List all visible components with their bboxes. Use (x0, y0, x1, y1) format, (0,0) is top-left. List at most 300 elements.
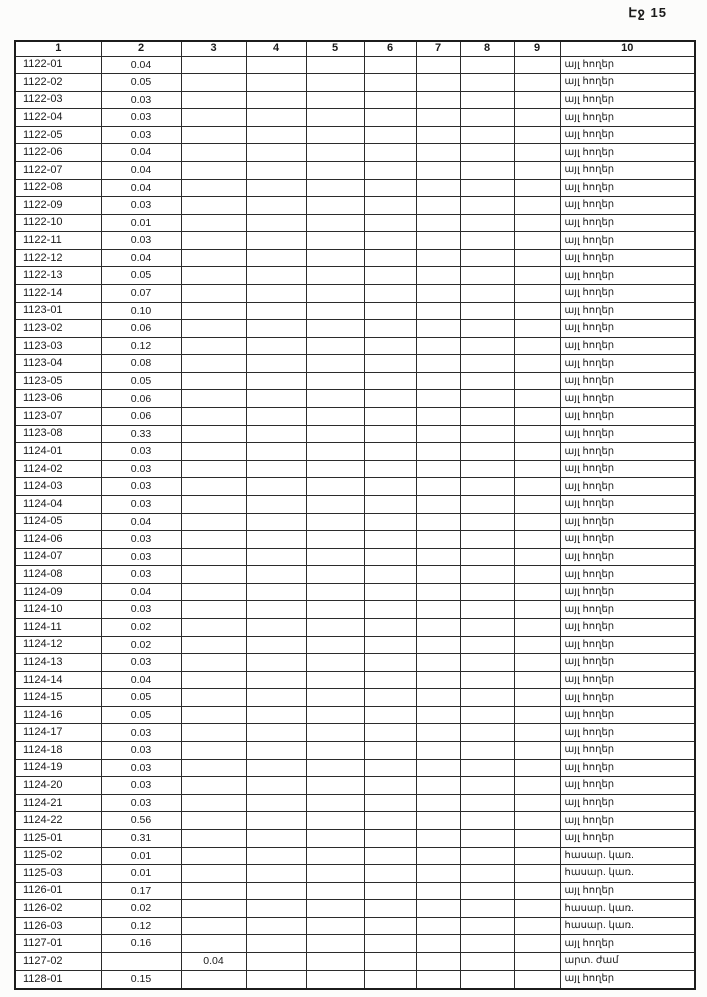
parcel-code-cell: 1123-01 (15, 302, 101, 320)
value-cell-col9 (514, 689, 560, 707)
table-row (15, 654, 695, 672)
land-use-cell: այլ հողեր (560, 425, 695, 443)
value-cell-col7 (416, 601, 460, 619)
value-cell-col9 (514, 179, 560, 197)
value-cell-col2: 0.03 (101, 794, 181, 812)
value-cell-col7 (416, 425, 460, 443)
value-cell-col8 (460, 495, 514, 513)
value-cell-col8 (460, 109, 514, 127)
value-cell-col7 (416, 706, 460, 724)
value-cell-col6 (364, 671, 416, 689)
table-row (15, 759, 695, 777)
land-use-cell: այլ հողեր (560, 531, 695, 549)
table-row (15, 495, 695, 513)
table-row (15, 882, 695, 900)
value-cell-col8 (460, 320, 514, 338)
value-cell-col5 (306, 583, 364, 601)
value-cell-col3 (181, 320, 246, 338)
value-cell-col2: 0.02 (101, 900, 181, 918)
value-cell-col2: 0.03 (101, 443, 181, 461)
value-cell-col2: 0.05 (101, 689, 181, 707)
value-cell-col2: 0.16 (101, 935, 181, 953)
value-cell-col5 (306, 337, 364, 355)
value-cell-col6 (364, 935, 416, 953)
value-cell-col3 (181, 917, 246, 935)
value-cell-col9 (514, 882, 560, 900)
land-use-cell: այլ հողեր (560, 689, 695, 707)
value-cell-col9 (514, 812, 560, 830)
value-cell-col2: 0.01 (101, 865, 181, 883)
land-use-cell: այլ հողեր (560, 355, 695, 373)
value-cell-col3 (181, 654, 246, 672)
land-use-cell: այլ հողեր (560, 619, 695, 637)
value-cell-col9 (514, 126, 560, 144)
parcel-code-cell: 1125-02 (15, 847, 101, 865)
table-row (15, 900, 695, 918)
table-row (15, 847, 695, 865)
parcel-code-cell: 1124-13 (15, 654, 101, 672)
value-cell-col4 (246, 91, 306, 109)
table-row (15, 566, 695, 584)
parcel-code-cell: 1122-02 (15, 74, 101, 92)
value-cell-col3 (181, 443, 246, 461)
land-use-cell: այլ հողեր (560, 636, 695, 654)
value-cell-col8 (460, 179, 514, 197)
column-header-9: 9 (514, 41, 560, 56)
value-cell-col9 (514, 724, 560, 742)
value-cell-col4 (246, 970, 306, 989)
land-use-cell: այլ հողեր (560, 724, 695, 742)
value-cell-col3 (181, 531, 246, 549)
value-cell-col2: 0.08 (101, 355, 181, 373)
value-cell-col6 (364, 531, 416, 549)
value-cell-col8 (460, 355, 514, 373)
value-cell-col2: 0.03 (101, 724, 181, 742)
value-cell-col9 (514, 478, 560, 496)
value-cell-col8 (460, 390, 514, 408)
land-use-cell: այլ հողեր (560, 706, 695, 724)
parcel-code-cell: 1122-10 (15, 214, 101, 232)
value-cell-col2: 0.17 (101, 882, 181, 900)
value-cell-col7 (416, 742, 460, 760)
value-cell-col4 (246, 495, 306, 513)
value-cell-col5 (306, 390, 364, 408)
value-cell-col3 (181, 724, 246, 742)
value-cell-col7 (416, 900, 460, 918)
value-cell-col5 (306, 917, 364, 935)
parcel-code-cell: 1123-03 (15, 337, 101, 355)
value-cell-col6 (364, 91, 416, 109)
value-cell-col7 (416, 197, 460, 215)
column-header-8: 8 (460, 41, 514, 56)
table-row (15, 425, 695, 443)
value-cell-col4 (246, 900, 306, 918)
value-cell-col5 (306, 74, 364, 92)
value-cell-col4 (246, 583, 306, 601)
parcel-code-cell: 1123-06 (15, 390, 101, 408)
value-cell-col8 (460, 812, 514, 830)
value-cell-col3 (181, 970, 246, 989)
value-cell-col6 (364, 161, 416, 179)
value-cell-col6 (364, 56, 416, 74)
value-cell-col2: 0.03 (101, 126, 181, 144)
value-cell-col9 (514, 513, 560, 531)
value-cell-col2: 0.04 (101, 671, 181, 689)
value-cell-col9 (514, 355, 560, 373)
parcel-code-cell: 1127-02 (15, 952, 101, 970)
value-cell-col3 (181, 337, 246, 355)
value-cell-col5 (306, 161, 364, 179)
column-header-1: 1 (15, 41, 101, 56)
column-header-4: 4 (246, 41, 306, 56)
parcel-code-cell: 1123-07 (15, 408, 101, 426)
parcel-code-cell: 1124-08 (15, 566, 101, 584)
value-cell-col8 (460, 847, 514, 865)
value-cell-col3: 0.04 (181, 952, 246, 970)
land-use-cell: այլ հողեր (560, 601, 695, 619)
value-cell-col6 (364, 794, 416, 812)
value-cell-col5 (306, 144, 364, 162)
parcel-code-cell: 1124-22 (15, 812, 101, 830)
value-cell-col6 (364, 601, 416, 619)
value-cell-col6 (364, 214, 416, 232)
value-cell-col3 (181, 636, 246, 654)
value-cell-col4 (246, 144, 306, 162)
value-cell-col3 (181, 144, 246, 162)
value-cell-col9 (514, 302, 560, 320)
table-row (15, 91, 695, 109)
value-cell-col2: 0.04 (101, 144, 181, 162)
parcel-code-cell: 1126-03 (15, 917, 101, 935)
value-cell-col9 (514, 917, 560, 935)
value-cell-col6 (364, 706, 416, 724)
value-cell-col8 (460, 724, 514, 742)
parcel-code-cell: 1122-11 (15, 232, 101, 250)
value-cell-col4 (246, 917, 306, 935)
value-cell-col9 (514, 56, 560, 74)
value-cell-col5 (306, 56, 364, 74)
parcel-code-cell: 1123-04 (15, 355, 101, 373)
value-cell-col4 (246, 179, 306, 197)
value-cell-col5 (306, 935, 364, 953)
parcel-code-cell: 1124-06 (15, 531, 101, 549)
value-cell-col7 (416, 882, 460, 900)
table-row (15, 812, 695, 830)
value-cell-col3 (181, 478, 246, 496)
value-cell-col5 (306, 847, 364, 865)
value-cell-col3 (181, 794, 246, 812)
value-cell-col2: 0.56 (101, 812, 181, 830)
value-cell-col5 (306, 619, 364, 637)
value-cell-col7 (416, 777, 460, 795)
value-cell-col9 (514, 847, 560, 865)
value-cell-col6 (364, 654, 416, 672)
land-use-cell: այլ հողեր (560, 372, 695, 390)
parcel-code-cell: 1124-10 (15, 601, 101, 619)
value-cell-col5 (306, 759, 364, 777)
table-row (15, 970, 695, 989)
value-cell-col3 (181, 232, 246, 250)
value-cell-col5 (306, 197, 364, 215)
value-cell-col4 (246, 302, 306, 320)
page-number-label: Էջ 15 (628, 5, 667, 20)
value-cell-col2: 0.04 (101, 583, 181, 601)
parcel-code-cell: 1123-02 (15, 320, 101, 338)
table-row (15, 952, 695, 970)
value-cell-col6 (364, 372, 416, 390)
value-cell-col9 (514, 566, 560, 584)
value-cell-col7 (416, 390, 460, 408)
land-use-cell: այլ հողեր (560, 285, 695, 303)
value-cell-col3 (181, 179, 246, 197)
land-use-cell: այլ հողեր (560, 109, 695, 127)
value-cell-col7 (416, 232, 460, 250)
value-cell-col9 (514, 443, 560, 461)
value-cell-col4 (246, 460, 306, 478)
value-cell-col2: 0.05 (101, 267, 181, 285)
value-cell-col6 (364, 267, 416, 285)
value-cell-col9 (514, 636, 560, 654)
value-cell-col4 (246, 126, 306, 144)
value-cell-col8 (460, 794, 514, 812)
value-cell-col3 (181, 425, 246, 443)
value-cell-col9 (514, 390, 560, 408)
value-cell-col6 (364, 865, 416, 883)
value-cell-col4 (246, 425, 306, 443)
table-row (15, 478, 695, 496)
value-cell-col2: 0.03 (101, 531, 181, 549)
value-cell-col8 (460, 161, 514, 179)
parcel-code-cell: 1126-02 (15, 900, 101, 918)
value-cell-col9 (514, 794, 560, 812)
value-cell-col7 (416, 214, 460, 232)
value-cell-col7 (416, 812, 460, 830)
value-cell-col6 (364, 74, 416, 92)
value-cell-col2: 0.04 (101, 179, 181, 197)
value-cell-col4 (246, 847, 306, 865)
value-cell-col7 (416, 337, 460, 355)
value-cell-col4 (246, 408, 306, 426)
value-cell-col3 (181, 829, 246, 847)
value-cell-col7 (416, 495, 460, 513)
value-cell-col3 (181, 759, 246, 777)
parcel-code-cell: 1124-20 (15, 777, 101, 795)
land-use-cell: այլ հողեր (560, 320, 695, 338)
parcel-code-cell: 1124-18 (15, 742, 101, 760)
value-cell-col9 (514, 970, 560, 989)
value-cell-col8 (460, 372, 514, 390)
value-cell-col2: 0.04 (101, 161, 181, 179)
table-row (15, 742, 695, 760)
column-header-10: 10 (560, 41, 695, 56)
parcel-code-cell: 1122-12 (15, 249, 101, 267)
land-use-cell: այլ հողեր (560, 812, 695, 830)
value-cell-col3 (181, 495, 246, 513)
value-cell-col9 (514, 935, 560, 953)
table-row (15, 56, 695, 74)
parcel-code-cell: 1122-06 (15, 144, 101, 162)
value-cell-col4 (246, 372, 306, 390)
value-cell-col5 (306, 355, 364, 373)
value-cell-col3 (181, 847, 246, 865)
value-cell-col8 (460, 601, 514, 619)
value-cell-col4 (246, 267, 306, 285)
table-row (15, 144, 695, 162)
value-cell-col9 (514, 829, 560, 847)
parcel-code-cell: 1124-11 (15, 619, 101, 637)
value-cell-col4 (246, 337, 306, 355)
parcel-code-cell: 1124-15 (15, 689, 101, 707)
value-cell-col6 (364, 548, 416, 566)
land-use-cell: այլ հողեր (560, 267, 695, 285)
parcel-code-cell: 1127-01 (15, 935, 101, 953)
value-cell-col3 (181, 91, 246, 109)
land-use-cell: հասար. կառ. (560, 900, 695, 918)
parcel-code-cell: 1126-01 (15, 882, 101, 900)
value-cell-col6 (364, 566, 416, 584)
value-cell-col6 (364, 320, 416, 338)
value-cell-col7 (416, 619, 460, 637)
land-use-cell: արտ. ժամ (560, 952, 695, 970)
value-cell-col9 (514, 74, 560, 92)
value-cell-col9 (514, 425, 560, 443)
value-cell-col5 (306, 531, 364, 549)
value-cell-col5 (306, 794, 364, 812)
value-cell-col3 (181, 56, 246, 74)
value-cell-col7 (416, 566, 460, 584)
table-row (15, 408, 695, 426)
value-cell-col5 (306, 460, 364, 478)
value-cell-col8 (460, 706, 514, 724)
table-row (15, 829, 695, 847)
value-cell-col6 (364, 232, 416, 250)
value-cell-col2: 0.02 (101, 619, 181, 637)
table-row (15, 161, 695, 179)
value-cell-col3 (181, 812, 246, 830)
value-cell-col4 (246, 513, 306, 531)
value-cell-col3 (181, 372, 246, 390)
value-cell-col2: 0.31 (101, 829, 181, 847)
value-cell-col9 (514, 952, 560, 970)
value-cell-col3 (181, 777, 246, 795)
land-use-cell: այլ հողեր (560, 970, 695, 989)
value-cell-col3 (181, 935, 246, 953)
value-cell-col7 (416, 689, 460, 707)
value-cell-col4 (246, 531, 306, 549)
value-cell-col5 (306, 285, 364, 303)
value-cell-col4 (246, 74, 306, 92)
value-cell-col7 (416, 179, 460, 197)
table-row (15, 548, 695, 566)
land-use-cell: այլ հողեր (560, 671, 695, 689)
land-use-cell: այլ հողեր (560, 91, 695, 109)
value-cell-col8 (460, 144, 514, 162)
land-use-cell: այլ հողեր (560, 882, 695, 900)
land-use-cell: այլ հողեր (560, 460, 695, 478)
column-header-3: 3 (181, 41, 246, 56)
value-cell-col9 (514, 249, 560, 267)
value-cell-col4 (246, 812, 306, 830)
table-row (15, 706, 695, 724)
value-cell-col6 (364, 179, 416, 197)
table-row (15, 74, 695, 92)
value-cell-col5 (306, 777, 364, 795)
value-cell-col2: 0.33 (101, 425, 181, 443)
table-row (15, 636, 695, 654)
table-row (15, 671, 695, 689)
value-cell-col6 (364, 829, 416, 847)
value-cell-col8 (460, 619, 514, 637)
value-cell-col8 (460, 56, 514, 74)
value-cell-col8 (460, 302, 514, 320)
value-cell-col2: 0.12 (101, 917, 181, 935)
value-cell-col7 (416, 109, 460, 127)
value-cell-col8 (460, 443, 514, 461)
column-header-2: 2 (101, 41, 181, 56)
value-cell-col2: 0.15 (101, 970, 181, 989)
value-cell-col8 (460, 865, 514, 883)
value-cell-col9 (514, 531, 560, 549)
land-use-cell: այլ հողեր (560, 794, 695, 812)
value-cell-col4 (246, 249, 306, 267)
land-use-cell: այլ հողեր (560, 742, 695, 760)
parcel-code-cell: 1124-17 (15, 724, 101, 742)
land-use-cell: այլ հողեր (560, 829, 695, 847)
value-cell-col7 (416, 460, 460, 478)
value-cell-col9 (514, 408, 560, 426)
land-use-cell: այլ հողեր (560, 390, 695, 408)
value-cell-col6 (364, 408, 416, 426)
value-cell-col8 (460, 882, 514, 900)
value-cell-col2: 0.07 (101, 285, 181, 303)
value-cell-col8 (460, 970, 514, 989)
table-row (15, 337, 695, 355)
value-cell-col4 (246, 285, 306, 303)
column-header-5: 5 (306, 41, 364, 56)
value-cell-col9 (514, 865, 560, 883)
value-cell-col2: 0.03 (101, 460, 181, 478)
value-cell-col2: 0.12 (101, 337, 181, 355)
value-cell-col7 (416, 847, 460, 865)
value-cell-col5 (306, 865, 364, 883)
value-cell-col6 (364, 337, 416, 355)
value-cell-col2: 0.05 (101, 74, 181, 92)
value-cell-col9 (514, 706, 560, 724)
land-use-cell: այլ հողեր (560, 566, 695, 584)
land-use-cell: այլ հողեր (560, 214, 695, 232)
value-cell-col8 (460, 917, 514, 935)
value-cell-col8 (460, 935, 514, 953)
value-cell-col2: 0.03 (101, 548, 181, 566)
value-cell-col6 (364, 970, 416, 989)
value-cell-col4 (246, 619, 306, 637)
value-cell-col5 (306, 654, 364, 672)
value-cell-col5 (306, 548, 364, 566)
parcel-code-cell: 1124-16 (15, 706, 101, 724)
parcel-code-cell: 1124-03 (15, 478, 101, 496)
value-cell-col7 (416, 161, 460, 179)
value-cell-col7 (416, 970, 460, 989)
value-cell-col7 (416, 724, 460, 742)
value-cell-col6 (364, 882, 416, 900)
column-header-7: 7 (416, 41, 460, 56)
value-cell-col3 (181, 249, 246, 267)
value-cell-col9 (514, 601, 560, 619)
table-header-row (15, 41, 695, 56)
parcel-code-cell: 1124-04 (15, 495, 101, 513)
value-cell-col2: 0.03 (101, 601, 181, 619)
value-cell-col3 (181, 900, 246, 918)
